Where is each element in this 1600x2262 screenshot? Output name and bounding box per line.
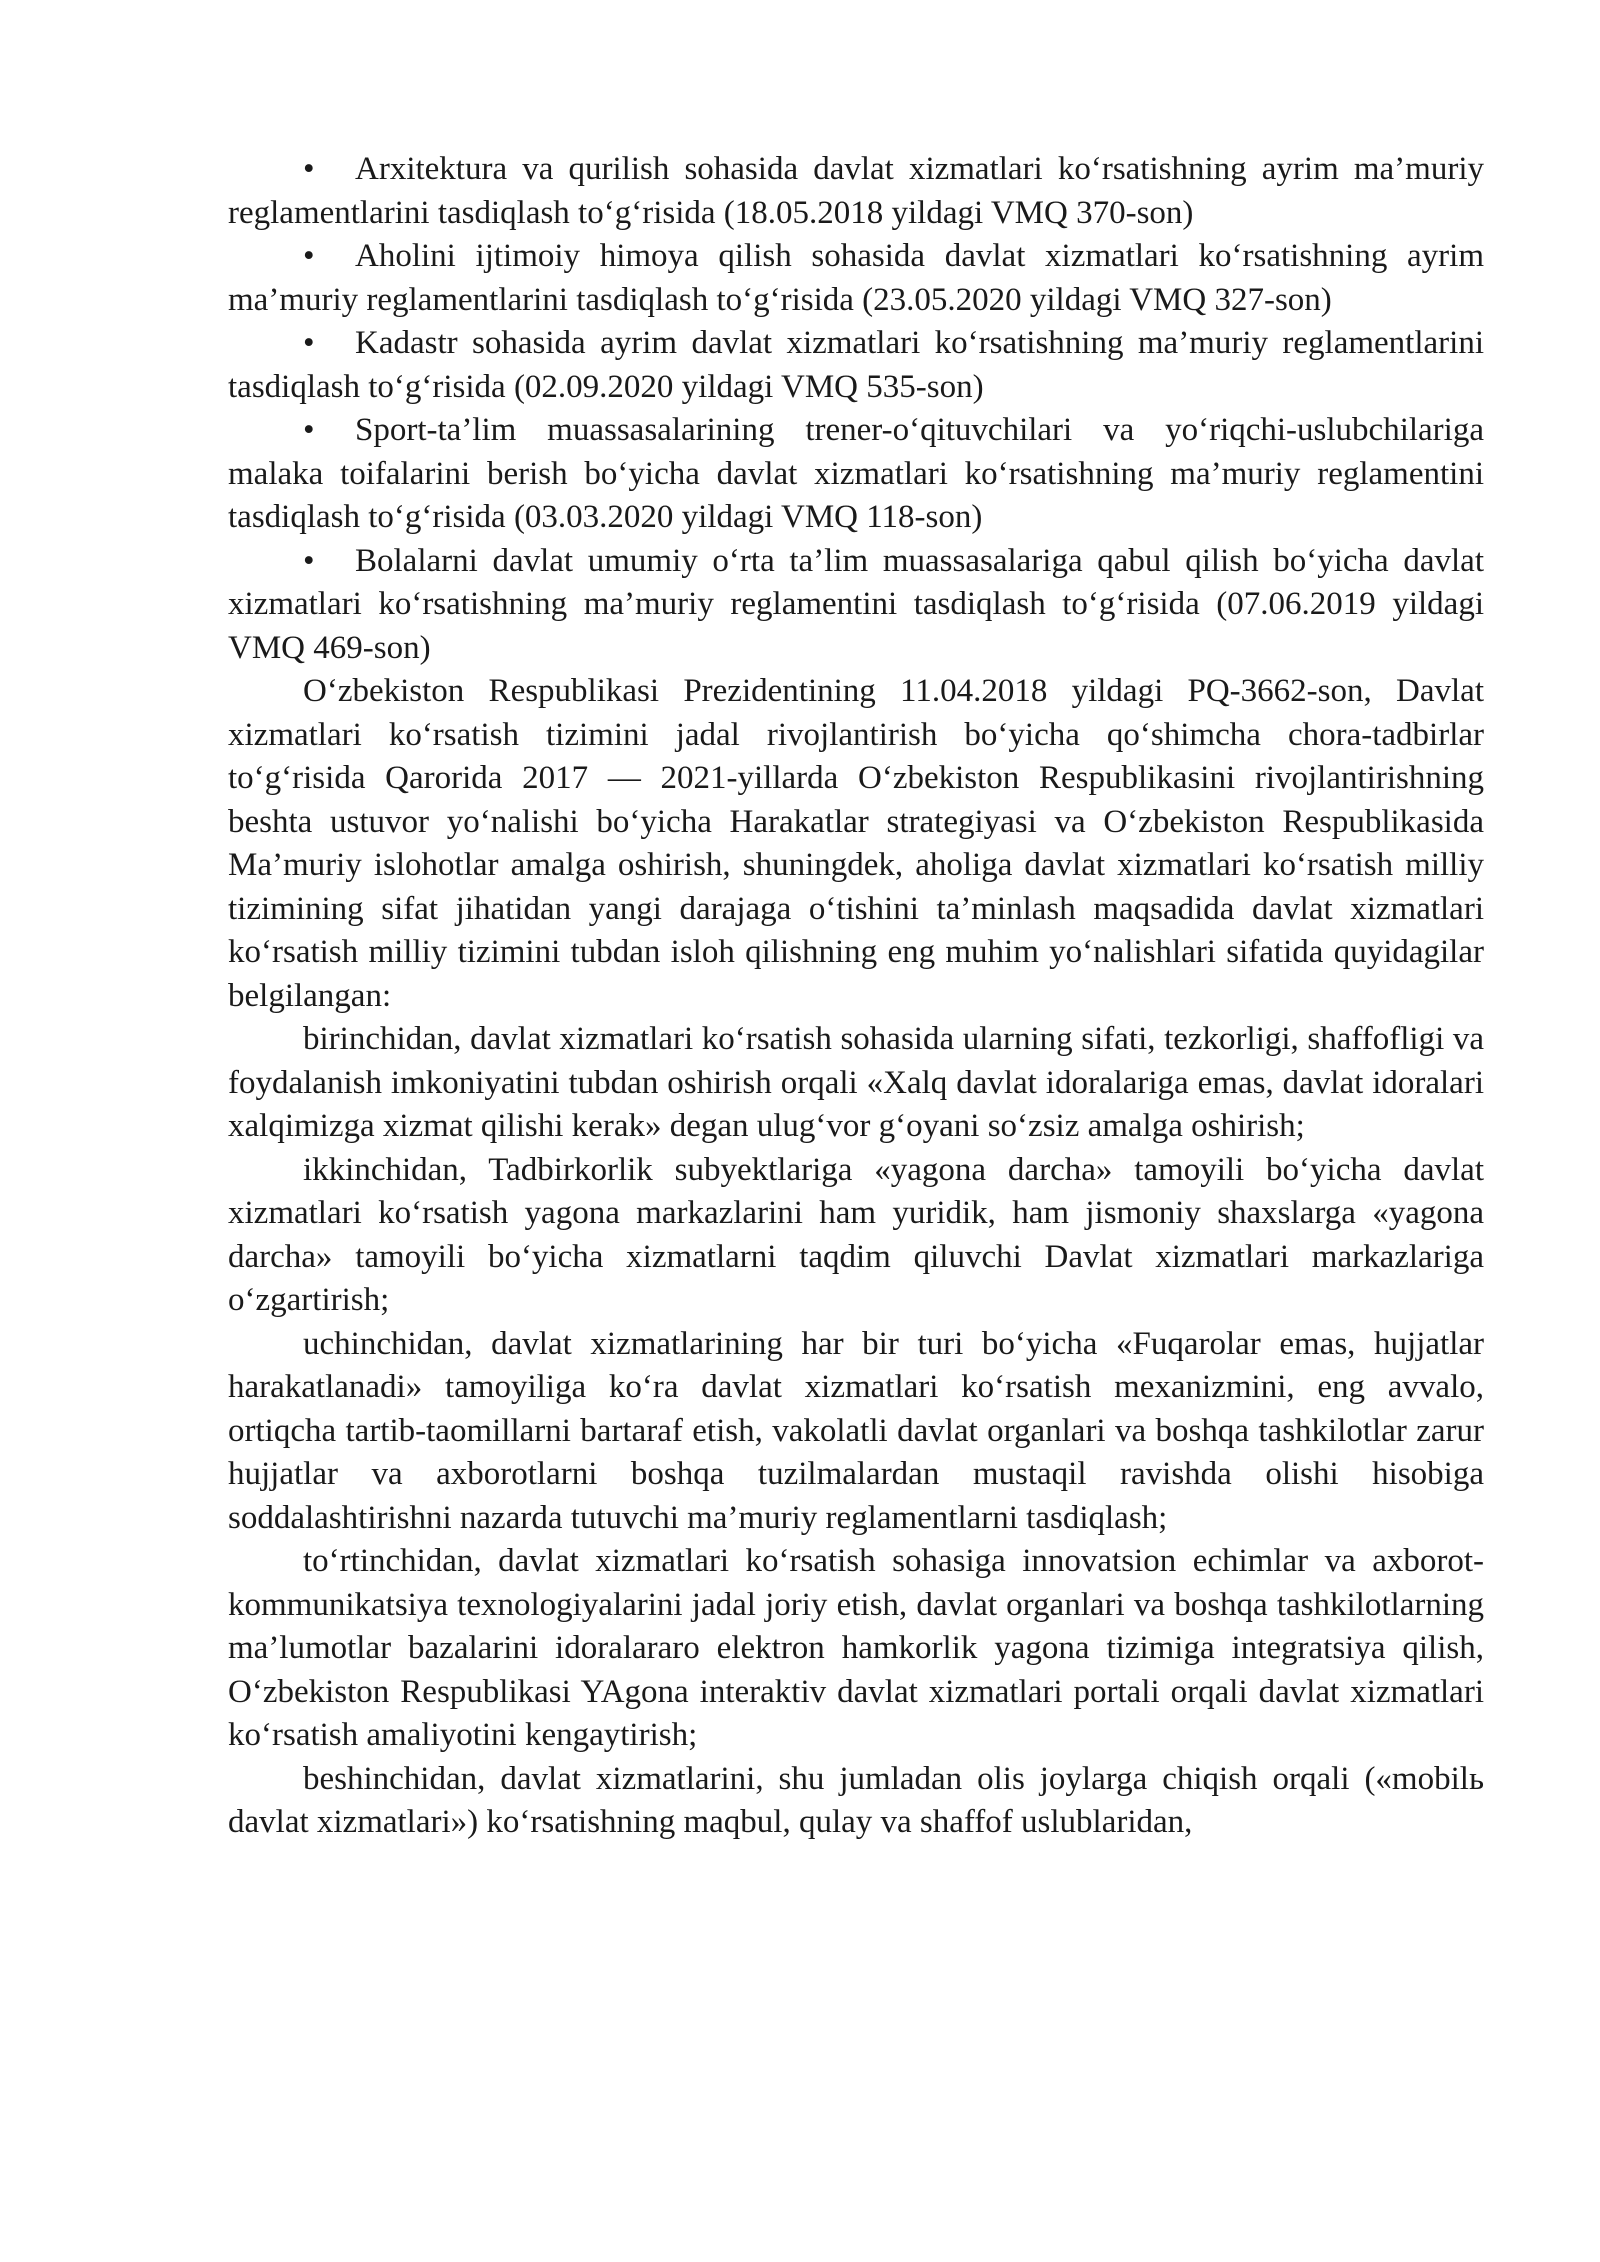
bullet-item	[228, 235, 1484, 322]
bullet-item	[228, 322, 1484, 409]
body-paragraph: ikkinchidan, Tadbirkorlik subyektlariga «yagona darcha» tamoyili bo‘yicha davlat xizmatlari ko‘rsatish yagona markazlarini ham yuridik, ham jismoniy shaxslarga «yagona darcha» tamoyili bo‘yicha xizmatlarni taqdim qiluvchi Davlat xizmatlari markazlariga o‘zgartirish;	[228, 1151, 1484, 1318]
bullet-text: Aholini ijtimoiy himoya qilish sohasida davlat xizmatlari ko‘rsatishning ayrim ma’muriy reglamentlarini tasdiqlash to‘g‘risida (23.05.2020 yildagi VMQ 327-son)	[228, 238, 1484, 318]
bullet-mark: •	[303, 325, 315, 361]
bullet-item	[228, 409, 1484, 540]
body-paragraph: to‘rtinchidan, davlat xizmatlari ko‘rsatish sohasiga innovatsion echimlar va axborot-kommunikatsiya texnologiyalarini jadal joriy etish, davlat organlari va boshqa tashkilotlarning ma’lumotlar bazalarini idoralararo elektron hamkorlik yagona tizimiga integratsiya qilish, O‘zbekiston Respublikasi YAgona interaktiv davlat xizmatlari portali orqali davlat xizmatlari ko‘rsatish amaliyotini kengaytirish;	[228, 1543, 1484, 1753]
bullet-mark: •	[303, 412, 315, 448]
bullet-item	[228, 540, 1484, 671]
bullet-mark: •	[303, 542, 315, 579]
bullet-mark: •	[303, 238, 315, 274]
bullet-text: Sport-ta’lim muassasalarining trener-o‘qituvchilari va yo‘riqchi-uslubchilariga malaka toifalarini berish bo‘yicha davlat xizmatlari ko‘rsatishning ma’muriy reglamentini tasdiqlash to‘g‘risida (03.03.2020 yildagi VMQ 118-son)	[228, 412, 1484, 535]
document-page	[228, 148, 1484, 1845]
body-paragraph: birinchidan, davlat xizmatlari ko‘rsatish sohasida ularning sifati, tezkorligi, shaffofligi va foydalanish imkoniyatini tubdan oshirish orqali «Xalq davlat idoralariga emas, davlat idoralari xalqimizga xizmat qilishi kerak» degan ulug‘vor g‘oyani so‘zsiz amalga oshirish;	[228, 1021, 1484, 1144]
body-paragraph: beshinchidan, davlat xizmatlarini, shu jumladan olis joylarga chiqish orqali («mobilь davlat xizmatlari») ko‘rsatishning maqbul, qulay va shaffof uslublaridan,	[228, 1760, 1484, 1840]
bullet-text: Kadastr sohasida ayrim davlat xizmatlari ko‘rsatishning ma’muriy reglamentlarini tasdiqlash to‘g‘risida (02.09.2020 yildagi VMQ 535-son)	[228, 325, 1484, 405]
bullet-text: Arxitektura va qurilish sohasida davlat xizmatlari ko‘rsatishning ayrim ma’muriy reglamentlarini tasdiqlash to‘g‘risida (18.05.2018 yildagi VMQ 370-son)	[228, 151, 1484, 231]
bullet-text: Bolalarni davlat umumiy o‘rta ta’lim muassasalariga qabul qilish bo‘yicha davlat xizmatlari ko‘rsatishning ma’muriy reglamentini tasdiqlash to‘g‘risida (07.06.2019 yildagi VMQ 469-son)	[228, 542, 1484, 666]
body-paragraph: O‘zbekiston Respublikasi Prezidentining 11.04.2018 yildagi PQ-3662-son, Davlat xizmatlari ko‘rsatish tizimini jadal rivojlantirish bo‘yicha qo‘shimcha chora-tadbirlar to‘g‘risida Qarorida 2017 — 2021-yillarda O‘zbekiston Respublikasini rivojlantirishning beshta ustuvor yo‘nalishi bo‘yicha Harakatlar strategiyasi va O‘zbekiston Respublikasida Ma’muriy islohotlar amalga oshirish, shuningdek, aholiga davlat xizmatlari ko‘rsatish milliy tizimining sifat jihatidan yangi darajaga o‘tishini ta’minlash maqsadida davlat xizmatlari ko‘rsatish milliy tizimini tubdan isloh qilishning eng muhim yo‘nalishlari sifatida quyidagilar belgilangan:	[228, 673, 1484, 1014]
bullet-item	[228, 148, 1484, 235]
body-paragraph: uchinchidan, davlat xizmatlarining har bir turi bo‘yicha «Fuqarolar emas, hujjatlar harakatlanadi» tamoyiliga ko‘ra davlat xizmatlari ko‘rsatish mexanizmini, eng avvalo, ortiqcha tartib-taomillarni bartaraf etish, vakolatli davlat organlari va boshqa tashkilotlar zarur hujjatlar va axborotlarni boshqa tuzilmalardan mustaqil ravishda olishi hisobiga soddalashtirishni nazarda tutuvchi ma’muriy reglamentlarni tasdiqlash;	[228, 1325, 1484, 1536]
bullet-mark: •	[303, 151, 315, 187]
